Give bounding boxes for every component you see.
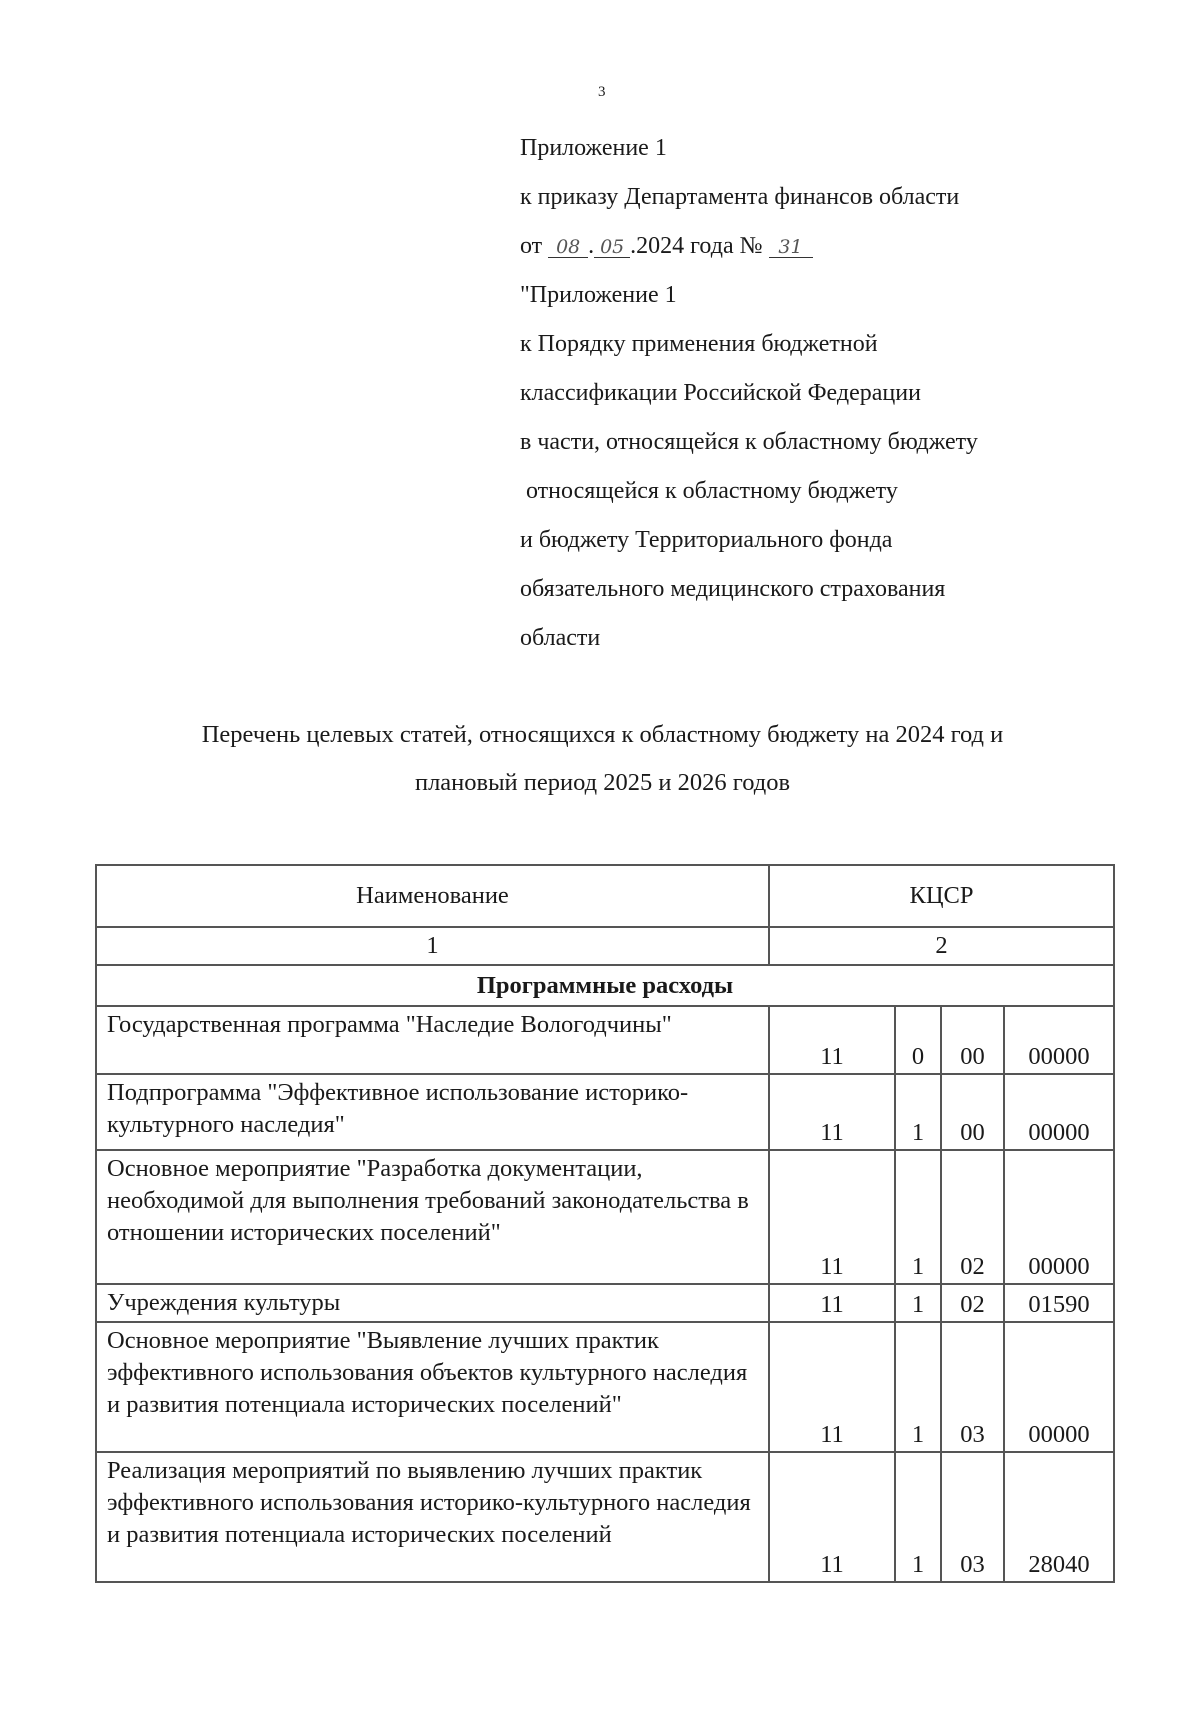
date-separator: . xyxy=(588,233,595,259)
code-direction: 28040 xyxy=(1004,1452,1114,1582)
appendix-line: "Приложение 1 xyxy=(520,282,677,308)
appendix-line: к Порядку применения бюджетной xyxy=(520,331,878,357)
code-program: 11 xyxy=(769,1452,895,1582)
code-activity: 02 xyxy=(941,1284,1004,1322)
header-code: КЦСР xyxy=(769,865,1114,927)
column-number: 1 xyxy=(96,927,769,965)
code-activity: 02 xyxy=(941,1150,1004,1284)
table-row xyxy=(96,1452,1114,1582)
code-subprogram: 1 xyxy=(895,1322,941,1452)
appendix-line: и бюджету Территориального фонда xyxy=(520,527,893,553)
table-row xyxy=(96,1150,1114,1284)
appendix-line: обязательного медицинского страхования xyxy=(520,576,946,602)
document-title-line: Перечень целевых статей, относящихся к областному бюджету на 2024 год и xyxy=(201,721,1004,748)
code-subprogram: 1 xyxy=(895,1284,941,1322)
code-activity: 03 xyxy=(941,1322,1004,1452)
table-header-row xyxy=(96,865,1114,927)
kcsr-table xyxy=(95,864,1115,1583)
header-name: Наименование xyxy=(96,865,769,927)
row-name: Подпрограмма "Эффективное использование историко-культурного наследия" xyxy=(96,1074,769,1150)
code-subprogram: 1 xyxy=(895,1074,941,1150)
row-name: Государственная программа "Наследие Вологодчины" xyxy=(96,1006,769,1074)
table-row xyxy=(96,1284,1114,1322)
appendix-order-ref: к приказу Департамента финансов области xyxy=(520,184,960,210)
column-number-row xyxy=(96,927,1114,965)
appendix-line: классификации Российской Федерации xyxy=(520,380,921,406)
code-activity: 00 xyxy=(941,1074,1004,1150)
row-name: Основное мероприятие "Разработка документации, необходимой для выполнения требований законодательства в отношении исторических поселений" xyxy=(96,1150,769,1284)
table-row xyxy=(96,1074,1114,1150)
code-program: 11 xyxy=(769,1074,895,1150)
page-number: 3 xyxy=(598,84,606,100)
date-prefix: от xyxy=(520,233,543,259)
appendix-line: области xyxy=(520,625,601,651)
code-program: 11 xyxy=(769,1322,895,1452)
code-direction: 00000 xyxy=(1004,1150,1114,1284)
row-name: Основное мероприятие "Выявление лучших практик эффективного использования объектов культурного наследия и развития потенциала исторических поселений" xyxy=(96,1322,769,1452)
appendix-line: в части, относящейся к областному бюджету xyxy=(520,429,978,455)
code-activity: 00 xyxy=(941,1006,1004,1074)
code-subprogram: 1 xyxy=(895,1452,941,1582)
code-direction: 00000 xyxy=(1004,1006,1114,1074)
appendix-title: Приложение 1 xyxy=(520,135,667,161)
table-row xyxy=(96,1006,1114,1074)
section-label: Программные расходы xyxy=(96,965,1114,1006)
appendix-date-line xyxy=(520,222,1160,271)
code-subprogram: 1 xyxy=(895,1150,941,1284)
appendix-line: относящейся к областному бюджету xyxy=(526,478,898,504)
order-number: 31 xyxy=(769,237,813,258)
appendix-block xyxy=(520,124,1160,663)
row-name: Учреждения культуры xyxy=(96,1284,769,1322)
code-subprogram: 0 xyxy=(895,1006,941,1074)
code-program: 11 xyxy=(769,1006,895,1074)
document-title xyxy=(80,711,1125,807)
column-number: 2 xyxy=(769,927,1114,965)
code-program: 11 xyxy=(769,1150,895,1284)
row-name: Реализация мероприятий по выявлению лучших практик эффективного использования историко-культурного наследия и развития потенциала исторических поселений xyxy=(96,1452,769,1582)
section-row xyxy=(96,965,1114,1006)
code-direction: 00000 xyxy=(1004,1322,1114,1452)
code-direction: 00000 xyxy=(1004,1074,1114,1150)
table-row xyxy=(96,1322,1114,1452)
document-title-line: плановый период 2025 и 2026 годов xyxy=(414,769,791,796)
date-day: 08 xyxy=(548,237,588,258)
date-suffix: .2024 года № xyxy=(630,233,763,259)
code-direction: 01590 xyxy=(1004,1284,1114,1322)
code-program: 11 xyxy=(769,1284,895,1322)
code-activity: 03 xyxy=(941,1452,1004,1582)
date-month: 05 xyxy=(594,237,630,258)
